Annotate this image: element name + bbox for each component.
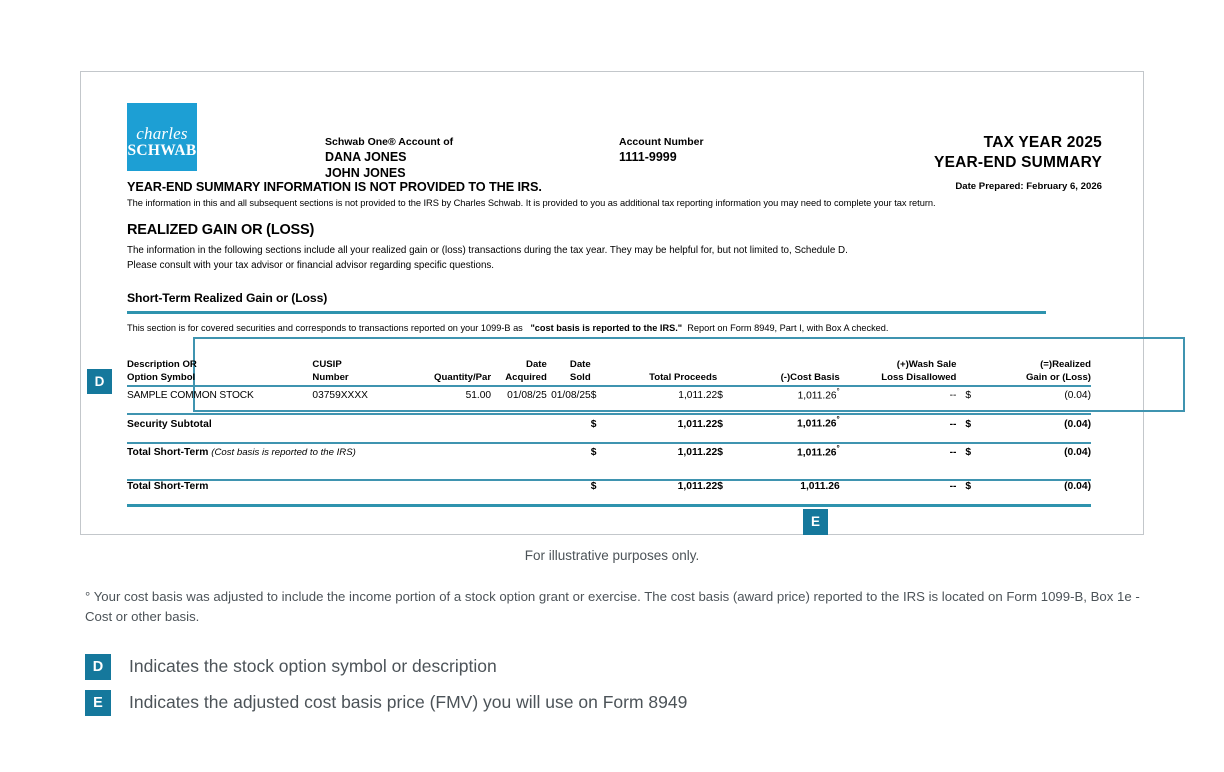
col-header-cusip: CUSIP Number xyxy=(312,359,349,383)
realized-body-line2: Please consult with your tax advisor or financial advisor regarding specific questions. xyxy=(127,259,495,271)
total-short-term-currency-2: $ xyxy=(717,481,723,493)
cost-basis-footnote: ° Your cost basis was adjusted to include the income portion of a stock option grant or exercise. The cost basis (award price) reported to the IRS is located on Form 1099-B, Box 1e - Cost or other basis. xyxy=(85,589,1140,624)
col-header-spacer-1 xyxy=(591,359,607,384)
total-short-term-covered-cost-basis: 1,011.26° xyxy=(797,443,840,459)
table-spacer xyxy=(127,401,1091,414)
account-holder-primary: DANA JONES xyxy=(325,150,407,164)
table-row xyxy=(127,386,1091,401)
account-number-block xyxy=(619,135,704,166)
account-number-label: Account Number xyxy=(619,136,704,148)
cell-total-proceeds: 1,011.22 xyxy=(678,390,718,402)
covered-note-bold: "cost basis is reported to the IRS." xyxy=(530,323,683,333)
table-header-row xyxy=(127,359,1091,384)
account-number-value: 1111-9999 xyxy=(619,150,677,164)
covered-note-suffix: Report on Form 8949, Part I, with Box A checked. xyxy=(687,323,889,333)
legend-item-d xyxy=(85,651,1085,682)
tax-year-line: TAX YEAR 2025 xyxy=(983,134,1102,151)
legend-text-e: Indicates the adjusted cost basis price (FMV) you will use on Form 8949 xyxy=(129,692,688,712)
col-header-quantity: Quantity/Par xyxy=(434,371,492,383)
notice-heading: YEAR-END SUMMARY INFORMATION IS NOT PROVIDED TO THE IRS. xyxy=(127,180,542,194)
total-short-term-wash-sale: -- xyxy=(949,481,957,493)
year-end-summary-line: YEAR-END SUMMARY xyxy=(934,154,1102,171)
statement-sheet xyxy=(80,71,1144,535)
security-subtotal-label: Security Subtotal xyxy=(127,418,212,430)
total-short-term-cost-basis: 1,011.26 xyxy=(800,481,840,493)
total-short-term-currency: $ xyxy=(590,481,597,493)
cell-quantity: 51.00 xyxy=(465,390,492,402)
legend-item-e xyxy=(85,687,1085,718)
cell-currency-proceeds: $ xyxy=(590,390,597,402)
account-holder-secondary: JOHN JONES xyxy=(325,165,406,180)
realized-heading: REALIZED GAIN OR (LOSS) xyxy=(127,222,315,238)
legend-text-d: Indicates the stock option symbol or description xyxy=(129,656,497,676)
cell-date-sold: 01/08/25 xyxy=(551,390,591,402)
account-of-label: Schwab One® Account of xyxy=(325,136,454,148)
callout-badge-e: E xyxy=(803,509,828,535)
realized-body xyxy=(127,244,1102,273)
charles-schwab-logo xyxy=(127,103,197,171)
total-short-term-covered-currency-2: $ xyxy=(717,447,723,459)
statement-header xyxy=(127,103,1102,181)
date-prepared: Date Prepared: February 6, 2026 xyxy=(955,181,1102,192)
total-short-term-covered-label: Total Short-Term (Cost basis is reported to the IRS) xyxy=(127,447,356,459)
table-spacer xyxy=(127,492,1091,505)
security-subtotal-wash-sale: -- xyxy=(949,418,957,430)
logo-schwab-text: SCHWAB xyxy=(127,142,197,159)
security-subtotal-row xyxy=(127,415,1091,429)
col-header-description: Description OR Option Symbol xyxy=(127,359,197,383)
account-of-block xyxy=(325,135,453,181)
total-short-term-covered-currency: $ xyxy=(590,447,597,459)
col-header-date-sold: Date Sold xyxy=(569,359,591,383)
legend-list xyxy=(85,651,1085,723)
notice-body: The information in this and all subsequent sections is not provided to the IRS by Charles Schwab. It is provided to you as additional tax reporting information you may need to complete your tax return. xyxy=(127,198,936,208)
security-subtotal-cost-basis: 1,011.26° xyxy=(797,415,840,430)
short-term-heading-text: Short-Term Realized Gain or (Loss) xyxy=(127,291,328,305)
total-short-term-covered-row xyxy=(127,444,1091,458)
total-short-term-covered-currency-3: $ xyxy=(965,447,972,459)
realized-body-line1: The information in the following sections include all your realized gain or (loss) transactions during the tax year. They may be helpful for, but not limited to, Schedule D. xyxy=(127,245,848,256)
total-short-term-bottom-rule xyxy=(127,505,1091,507)
col-header-spacer-2 xyxy=(717,359,729,384)
col-header-realized: (=)Realized Gain or (Loss) xyxy=(1025,359,1091,383)
security-subtotal-proceeds: 1,011.22 xyxy=(677,418,718,430)
total-short-term-currency-3: $ xyxy=(965,481,972,493)
col-header-spacer-3 xyxy=(956,359,980,384)
irs-notice-block xyxy=(127,180,1102,208)
total-short-term-realized: (0.04) xyxy=(1064,481,1091,493)
col-header-wash-sale: (+)Wash Sale Loss Disallowed xyxy=(881,359,957,383)
logo-charles-text: charles xyxy=(136,124,188,143)
covered-securities-note xyxy=(127,323,888,333)
total-short-term-proceeds: 1,011.22 xyxy=(677,481,718,493)
security-subtotal-currency-3: $ xyxy=(965,418,972,430)
security-subtotal-currency: $ xyxy=(590,418,597,430)
cell-description: SAMPLE COMMON STOCK xyxy=(127,390,254,402)
total-short-term-covered-realized: (0.04) xyxy=(1064,447,1091,459)
col-header-total-proceeds: Total Proceeds xyxy=(649,371,718,383)
legend-badge-e: E xyxy=(85,690,111,716)
section-divider xyxy=(127,311,1046,314)
total-short-term-covered-proceeds: 1,011.22 xyxy=(677,447,718,459)
col-header-date-acquired: Date Acquired xyxy=(505,359,547,383)
illustrative-note: For illustrative purposes only. xyxy=(524,548,700,563)
total-short-term-label: Total Short-Term xyxy=(127,481,209,493)
realized-gain-loss-table xyxy=(127,359,1091,507)
col-header-cost-basis: (-)Cost Basis xyxy=(780,371,840,383)
realized-gain-loss-block xyxy=(127,222,1102,273)
covered-note-prefix: This section is for covered securities and corresponds to transactions reported on your 1099-B as xyxy=(127,323,523,333)
total-short-term-covered-wash-sale: -- xyxy=(949,447,957,459)
cell-cusip: 03759XXXX xyxy=(312,390,368,402)
tax-year-title xyxy=(934,133,1102,173)
table-spacer xyxy=(127,458,1091,480)
cell-realized: (0.04) xyxy=(1064,390,1091,402)
cell-currency-cost: $ xyxy=(717,390,723,402)
cell-cost-basis: 1,011.26° xyxy=(797,387,840,402)
legend-badge-d: D xyxy=(85,654,111,680)
cell-date-acquired: 01/08/25 xyxy=(507,390,547,402)
security-subtotal-realized: (0.04) xyxy=(1064,418,1091,430)
callout-badge-d: D xyxy=(87,369,112,394)
cell-wash-sale: -- xyxy=(949,390,957,402)
short-term-section-heading xyxy=(127,291,1046,314)
security-subtotal-currency-2: $ xyxy=(717,418,723,430)
total-short-term-row xyxy=(127,481,1091,492)
cell-currency-realized: $ xyxy=(965,390,972,402)
table-spacer xyxy=(127,430,1091,443)
